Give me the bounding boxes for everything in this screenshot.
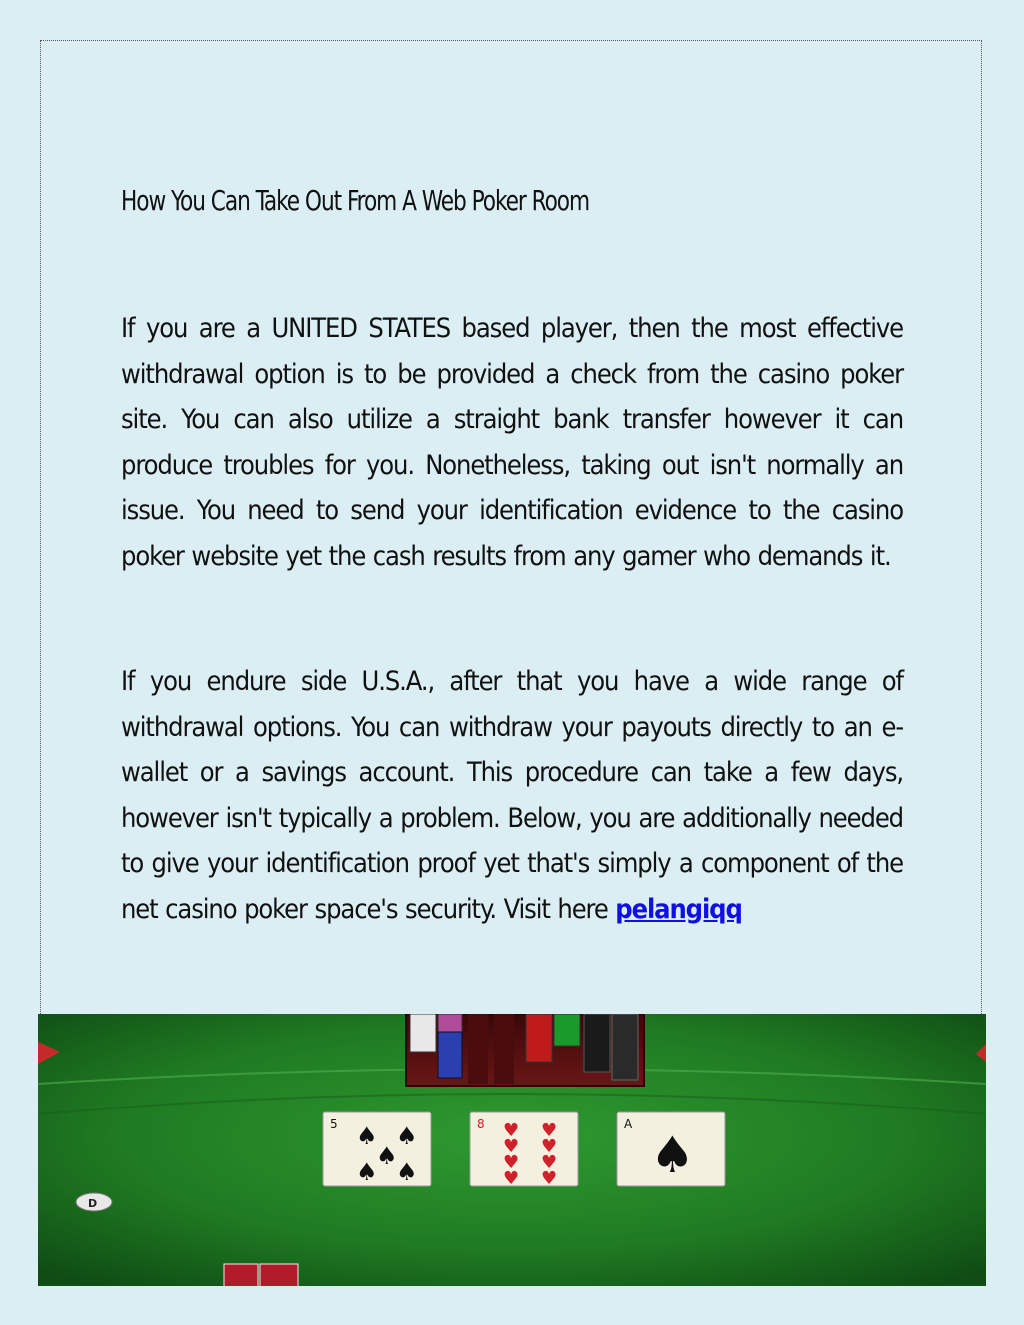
document-title: How You Can Take Out From A Web Poker Room (121, 184, 590, 217)
card-3 (617, 1112, 725, 1186)
dealer-button (76, 1193, 112, 1211)
heart-icon: ♥ (503, 1136, 520, 1157)
poker-table-image (38, 1014, 986, 1286)
spade-icon: ♠ (396, 1122, 418, 1150)
heart-icon: ♥ (503, 1168, 520, 1189)
card-1-rank: 5 (330, 1117, 338, 1131)
spade-icon: ♠ (650, 1126, 695, 1184)
heart-icon: ♥ (541, 1152, 558, 1173)
card-2 (470, 1112, 578, 1189)
heart-icon: ♥ (503, 1152, 520, 1173)
heart-icon: ♥ (541, 1136, 558, 1157)
card-3-rank: A (624, 1117, 633, 1131)
heart-icon: ♥ (541, 1168, 558, 1189)
paragraph-2-text: If you endure side U.S.A., after that you have a wide range of withdrawal options. You can withdraw your payouts directly to an e-wallet or a savings account. This procedure can take a few days, however isn't typically a problem. Below, you are additionally needed to give your identification proof yet that's simply a component of the net casino poker space's security. Visit here (121, 666, 903, 925)
paragraph-2 (121, 659, 903, 932)
spade-icon: ♠ (396, 1158, 418, 1186)
spade-icon: ♠ (356, 1122, 378, 1150)
dealer-button-label: D (88, 1197, 98, 1210)
pelangiqq-link[interactable]: pelangiqq (615, 893, 742, 925)
card-2-rank: 8 (477, 1117, 485, 1131)
heart-icon: ♥ (503, 1120, 520, 1141)
paragraph-1: If you are a UNITED STATES based player, then the most effective withdrawal option is to be provided a check from the casino poker site. You can also utilize a straight bank transfer however it can produce troubles for you. Nonetheless, taking out isn't normally an issue. You need to send your identification evidence to the casino poker website yet the cash results from any gamer who demands it. (121, 313, 903, 572)
card-1 (323, 1112, 431, 1186)
spade-icon: ♠ (376, 1142, 398, 1170)
spade-icon: ♠ (356, 1158, 378, 1186)
player-card-backs (224, 1264, 298, 1286)
heart-icon: ♥ (541, 1120, 558, 1141)
poker-table-illustration (38, 1014, 986, 1286)
